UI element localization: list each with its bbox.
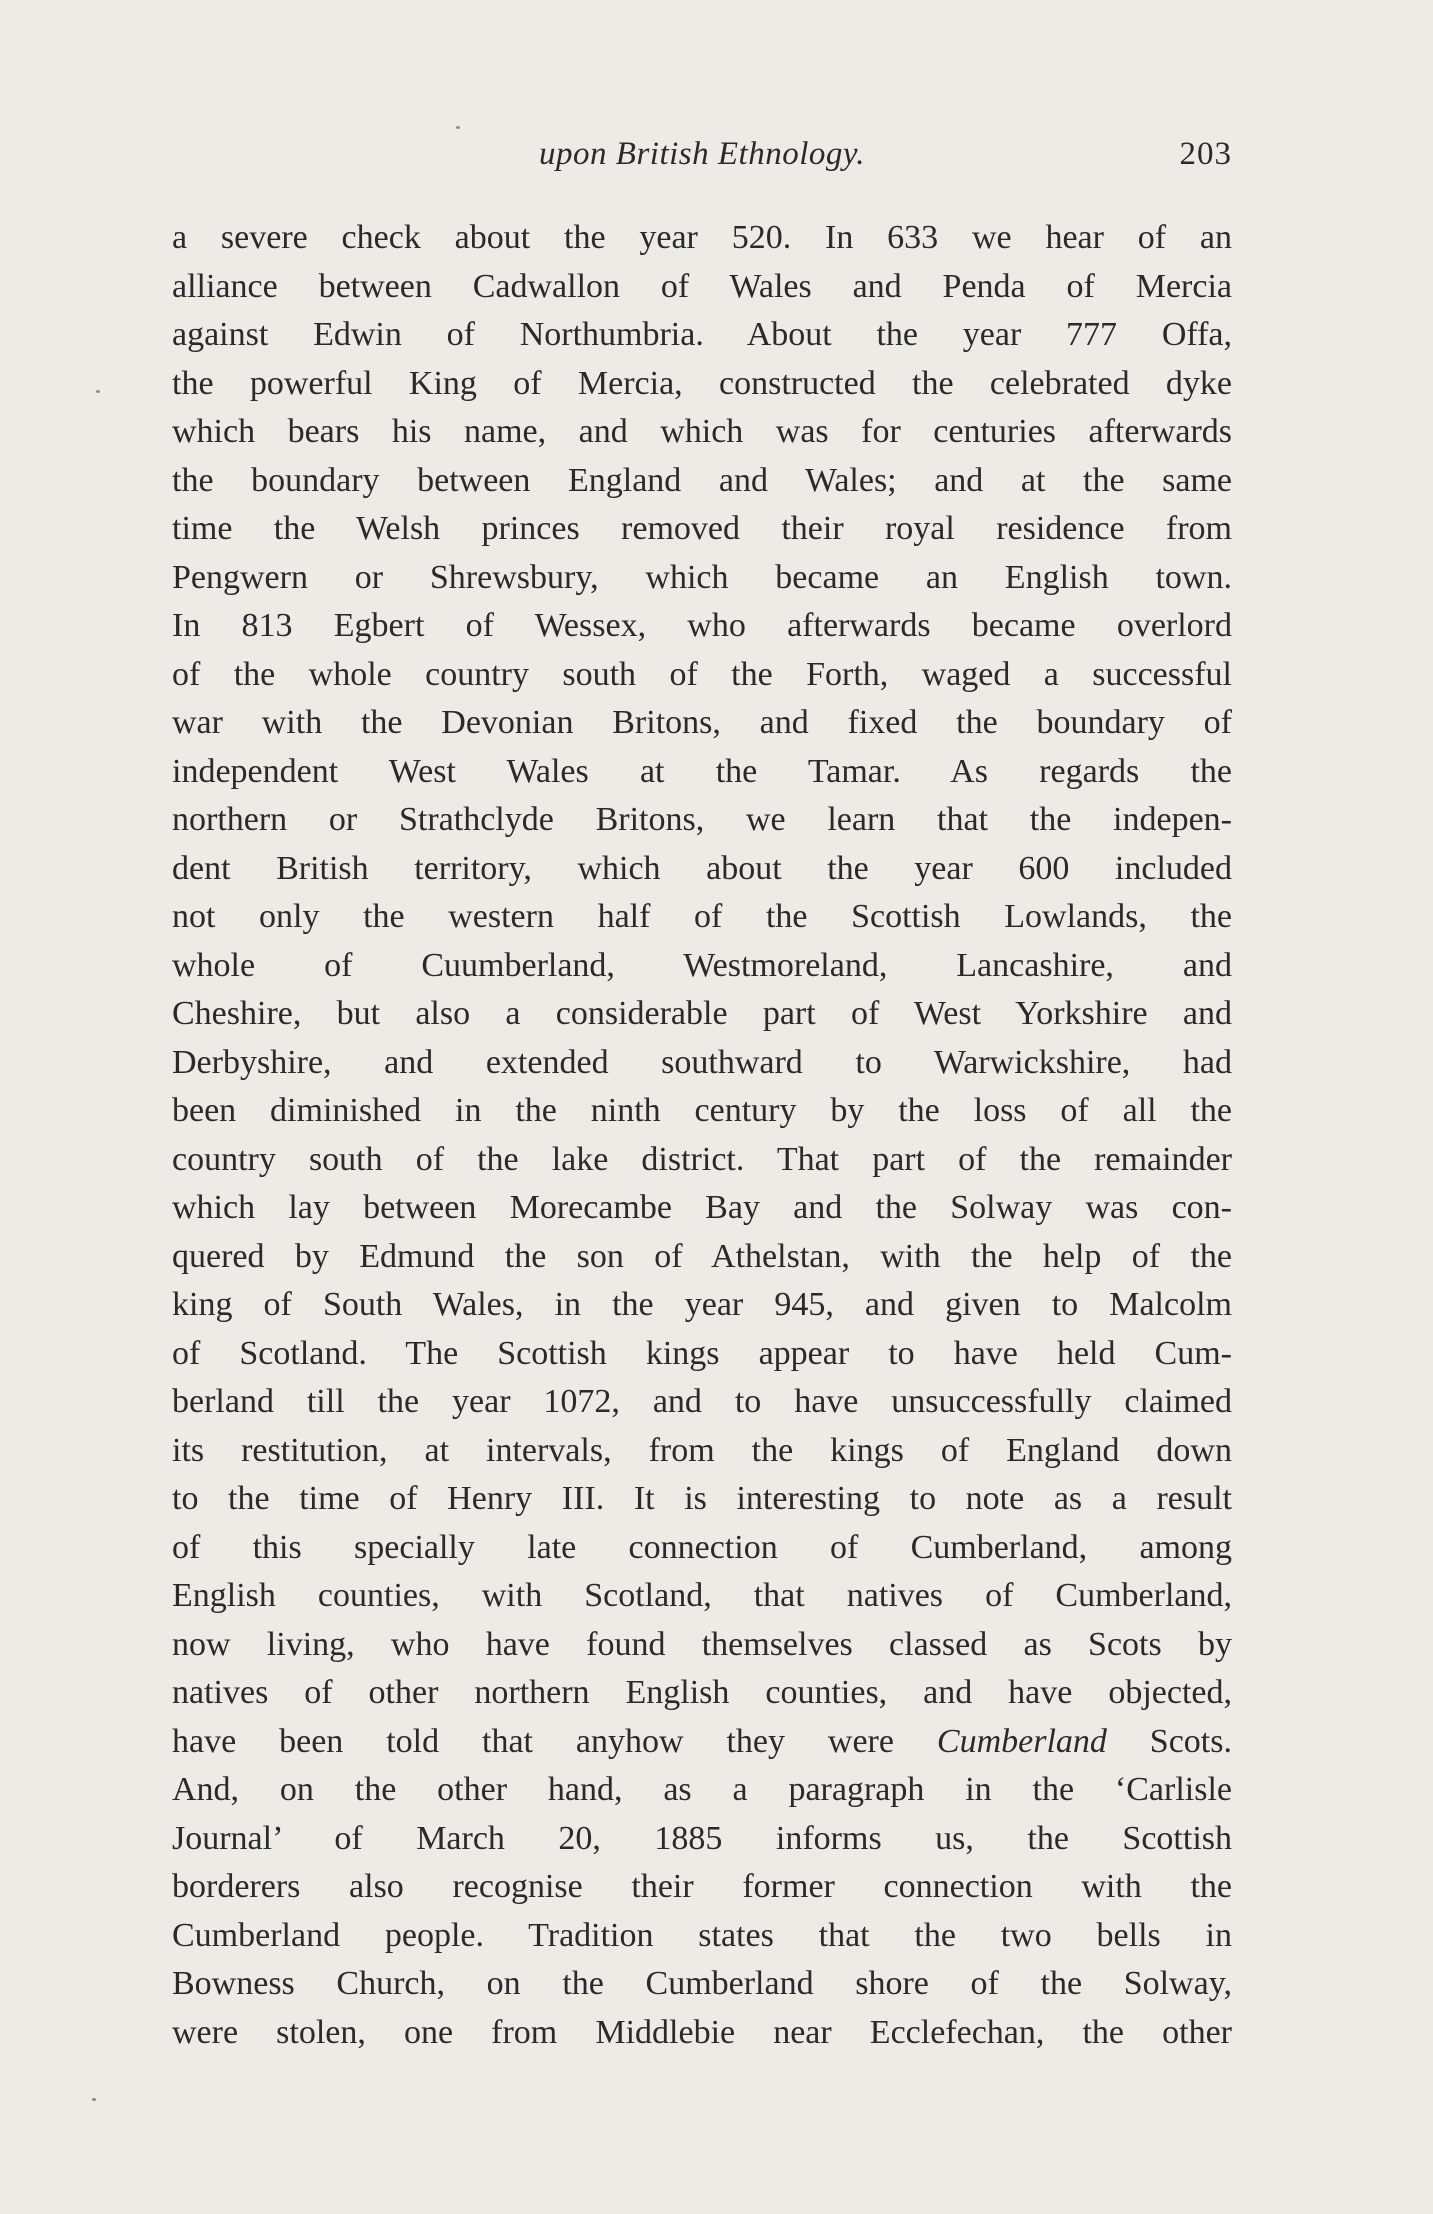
text-line: war with the Devonian Britons, and fixed the boundary of <box>172 704 1232 741</box>
text-line: now living, who have found themselves classed as Scots by <box>172 1625 1232 1663</box>
text-run: Scots. <box>1106 1722 1232 1760</box>
text-line: alliance between Cadwallon of Wales and Penda of Mercia <box>172 267 1232 305</box>
text-line: independent West Wales at the Tamar. As regards the <box>172 752 1232 790</box>
text-line: In 813 Egbert of Wessex, who afterwards became overlord <box>172 607 1232 644</box>
text-line-with-italic <box>172 1718 1232 1767</box>
text-line: been diminished in the ninth century by the loss of all the <box>172 1092 1232 1129</box>
print-speck <box>456 126 460 129</box>
text-line: not only the western half of the Scottish Lowlands, the <box>172 898 1232 935</box>
text-line: Derbyshire, and extended southward to Warwickshire, had <box>172 1043 1232 1081</box>
running-head <box>172 136 1232 186</box>
text-line: natives of other northern English counties, and have objected, <box>172 1674 1232 1711</box>
text-line: to the time of Henry III. It is interesting to note as a result <box>172 1480 1232 1517</box>
text-line: which bears his name, and which was for centuries afterwards <box>172 413 1232 450</box>
text-line: whole of Cuumberland, Westmoreland, Lancashire, and <box>172 946 1232 984</box>
text-line: Cumberland people. Tradition states that the two bells in <box>172 1916 1232 1954</box>
italic-text-run: Cumberland <box>936 1722 1107 1760</box>
text-line: country south of the lake district. That part of the remainder <box>172 1140 1232 1178</box>
text-line: borderers also recognise their former connection with the <box>172 1868 1232 1905</box>
text-line: Cheshire, but also a considerable part of West Yorkshire and <box>172 995 1232 1032</box>
text-line: time the Welsh princes removed their royal residence from <box>172 510 1232 547</box>
text-line: Pengwern or Shrewsbury, which became an English town. <box>172 558 1232 596</box>
text-line: Bowness Church, on the Cumberland shore of the Solway, <box>172 1965 1232 2002</box>
print-speck <box>96 390 100 393</box>
text-line: its restitution, at intervals, from the kings of England down <box>172 1431 1232 1469</box>
body-paragraph <box>172 214 1232 2057</box>
text-run: have been told that anyhow they were <box>172 1722 937 1760</box>
text-line: And, on the other hand, as a paragraph in the ‘Carlisle <box>172 1771 1232 1808</box>
text-line: Journal’ of March 20, 1885 informs us, the Scottish <box>172 1819 1232 1857</box>
text-line: king of South Wales, in the year 945, and given to Malcolm <box>172 1286 1232 1323</box>
text-line: a severe check about the year 520. In 633 we hear of an <box>172 219 1232 256</box>
text-line: of the whole country south of the Forth, waged a successful <box>172 655 1232 693</box>
text-line: English counties, with Scotland, that natives of Cumberland, <box>172 1577 1232 1614</box>
text-line: dent British territory, which about the year 600 included <box>172 849 1232 887</box>
text-line: which lay between Morecambe Bay and the Solway was con- <box>172 1189 1232 1226</box>
text-line: were stolen, one from Middlebie near Ecclefechan, the other <box>172 2013 1232 2051</box>
text-line: quered by Edmund the son of Athelstan, with the help of the <box>172 1237 1232 1275</box>
text-line: northern or Strathclyde Britons, we learn that the indepen- <box>172 801 1232 838</box>
text-line: of Scotland. The Scottish kings appear to have held Cum- <box>172 1334 1232 1372</box>
print-speck <box>92 2098 96 2101</box>
text-line: against Edwin of Northumbria. About the year 777 Offa, <box>172 316 1232 353</box>
text-line: the boundary between England and Wales; and at the same <box>172 461 1232 499</box>
running-title: upon British Ethnology. <box>539 136 865 172</box>
text-line: berland till the year 1072, and to have unsuccessfully claimed <box>172 1383 1232 1420</box>
page-number: 203 <box>1179 136 1232 172</box>
text-line: the powerful King of Mercia, constructed the celebrated dyke <box>172 364 1232 402</box>
text-line: of this specially late connection of Cumberland, among <box>172 1528 1232 1566</box>
